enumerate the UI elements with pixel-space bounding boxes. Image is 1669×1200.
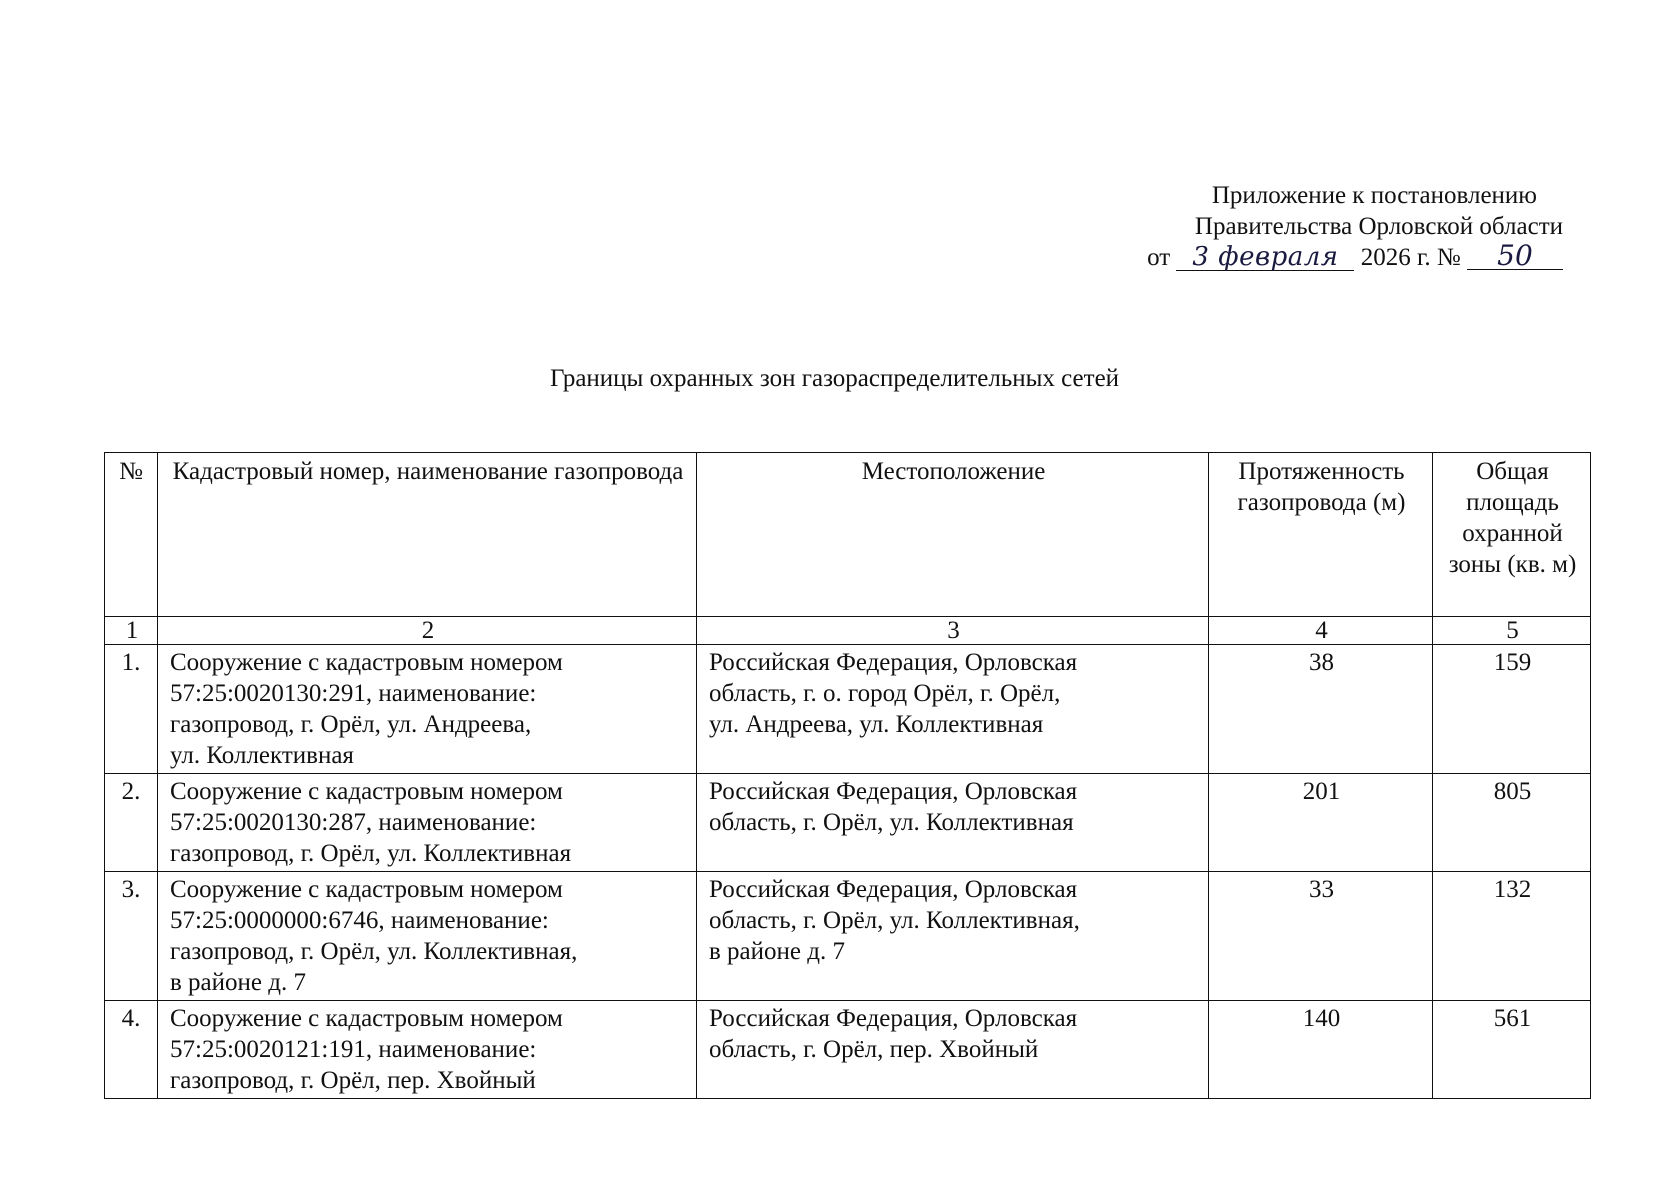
row-name-line: ул. Коллективная: [170, 742, 354, 769]
row-name: [158, 774, 697, 872]
row-location-line: Российская Федерация, Орловская: [709, 649, 1078, 676]
row-location-line: область, г. Орёл, пер. Хвойный: [709, 1036, 1039, 1063]
row-location: [697, 1001, 1209, 1099]
row-location-line: Российская Федерация, Орловская: [709, 1005, 1078, 1032]
row-location-line: Российская Федерация, Орловская: [709, 778, 1078, 805]
from-prefix: от: [1147, 244, 1171, 271]
header-location: Местоположение: [697, 453, 1209, 617]
row-location: [697, 774, 1209, 872]
row-location-line: область, г. Орёл, ул. Коллективная,: [709, 907, 1080, 934]
row-name-line: Сооружение с кадастровым номером: [170, 778, 563, 805]
row-length: 140: [1209, 1001, 1433, 1099]
row-number: 3.: [105, 872, 158, 1001]
attachment-header: [1103, 180, 1563, 273]
column-number-1: 1: [105, 617, 158, 645]
column-number-5: 5: [1433, 617, 1591, 645]
row-location-line: в районе д. 7: [709, 938, 845, 965]
row-name: [158, 1001, 697, 1099]
table-header-row: [105, 453, 1591, 617]
handwritten-date: 3 февраля: [1176, 244, 1354, 271]
row-name-line: 57:25:0020130:287, наименование:: [170, 809, 537, 836]
table-row: [105, 774, 1591, 872]
row-location-line: Российская Федерация, Орловская: [709, 876, 1078, 903]
document-title: Границы охранных зон газораспределительных сетей: [549, 365, 1120, 392]
row-name-line: газопровод, г. Орёл, ул. Коллективная: [170, 840, 572, 867]
table-row: [105, 872, 1591, 1001]
column-number-row: [105, 617, 1591, 645]
year-number-label: 2026 г. №: [1360, 244, 1461, 271]
handwritten-number: 50: [1467, 243, 1563, 270]
row-location-line: ул. Андреева, ул. Коллективная: [709, 711, 1044, 738]
header-length: Протяженность газопровода (м): [1209, 453, 1433, 617]
column-number-4: 4: [1209, 617, 1433, 645]
zones-table: [104, 452, 1591, 1099]
row-name-line: газопровод, г. Орёл, пер. Хвойный: [170, 1067, 536, 1094]
row-name: [158, 872, 697, 1001]
row-name: [158, 645, 697, 774]
row-area: 805: [1433, 774, 1591, 872]
row-length: 33: [1209, 872, 1433, 1001]
column-number-2: 2: [158, 617, 697, 645]
row-name-line: газопровод, г. Орёл, ул. Коллективная,: [170, 938, 578, 965]
header-area: Общая площадь охранной зоны (кв. м): [1433, 453, 1591, 617]
attachment-line-1: Приложение к постановлению: [1211, 182, 1537, 209]
attachment-date-line: [1103, 239, 1563, 273]
row-location: [697, 872, 1209, 1001]
header-cadastral-name: Кадастровый номер, наименование газопровода: [158, 453, 697, 617]
row-location: [697, 645, 1209, 774]
row-name-line: Сооружение с кадастровым номером: [170, 649, 563, 676]
row-location-line: область, г. Орёл, ул. Коллективная: [709, 809, 1074, 836]
row-name-line: 57:25:0000000:6746, наименование:: [170, 907, 549, 934]
row-length: 201: [1209, 774, 1433, 872]
row-number: 2.: [105, 774, 158, 872]
row-area: 132: [1433, 872, 1591, 1001]
row-number: 4.: [105, 1001, 158, 1099]
row-name-line: в районе д. 7: [170, 969, 306, 996]
row-name-line: 57:25:0020121:191, наименование:: [170, 1036, 537, 1063]
row-length: 38: [1209, 645, 1433, 774]
table-row: [105, 645, 1591, 774]
row-location-line: область, г. о. город Орёл, г. Орёл,: [709, 680, 1061, 707]
column-number-3: 3: [697, 617, 1209, 645]
row-number: 1.: [105, 645, 158, 774]
row-area: 159: [1433, 645, 1591, 774]
row-name-line: Сооружение с кадастровым номером: [170, 876, 563, 903]
row-area: 561: [1433, 1001, 1591, 1099]
row-name-line: 57:25:0020130:291, наименование:: [170, 680, 537, 707]
row-name-line: газопровод, г. Орёл, ул. Андреева,: [170, 711, 532, 738]
table-row: [105, 1001, 1591, 1099]
row-name-line: Сооружение с кадастровым номером: [170, 1005, 563, 1032]
header-number: №: [105, 453, 158, 617]
attachment-line-2: Правительства Орловской области: [1194, 213, 1563, 240]
